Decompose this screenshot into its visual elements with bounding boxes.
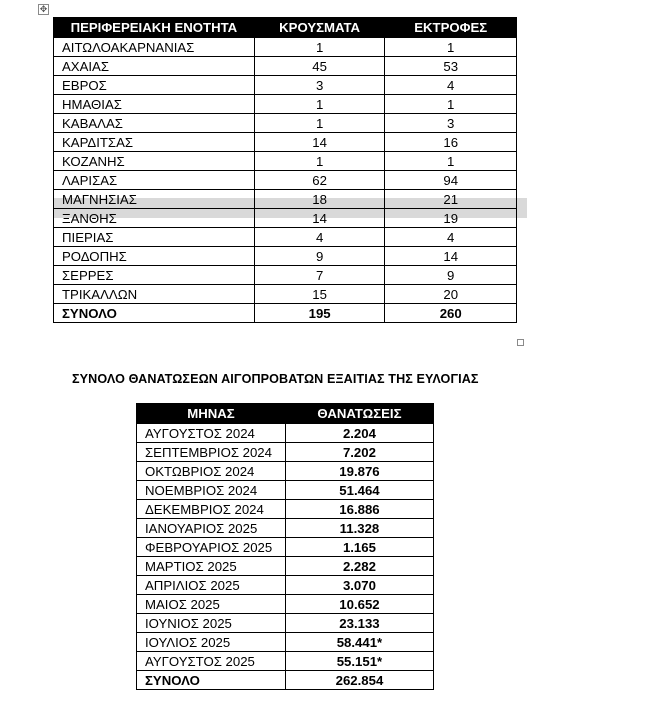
month-cell: ΟΚΤΩΒΡΙΟΣ 2024: [137, 462, 286, 481]
region-cell: ΚΑΡΔΙΤΣΑΣ: [54, 133, 255, 152]
total-label: ΣΥΝΟΛΟ: [54, 304, 255, 323]
regional-cases-table: [53, 17, 517, 323]
farms-cell: 16: [385, 133, 517, 152]
table-row: [54, 133, 517, 152]
culls-cell: 2.282: [285, 557, 433, 576]
table-row: [137, 538, 434, 557]
table-row: [54, 171, 517, 190]
region-cell: ΜΑΓΝΗΣΙΑΣ: [54, 190, 255, 209]
table-resize-handle[interactable]: [517, 339, 524, 346]
cases-cell: 1: [254, 38, 385, 57]
region-cell: ΕΒΡΟΣ: [54, 76, 255, 95]
total-culls: 262.854: [285, 671, 433, 690]
table-header-row: [54, 18, 517, 38]
table-row: [137, 595, 434, 614]
farms-cell: 1: [385, 95, 517, 114]
farms-cell: 14: [385, 247, 517, 266]
total-label: ΣΥΝΟΛΟ: [137, 671, 286, 690]
cases-cell: 62: [254, 171, 385, 190]
region-cell: ΚΑΒΑΛΑΣ: [54, 114, 255, 133]
culls-cell: 19.876: [285, 462, 433, 481]
farms-cell: 4: [385, 228, 517, 247]
farms-cell: 53: [385, 57, 517, 76]
culls-cell: 58.441*: [285, 633, 433, 652]
region-cell: ΞΑΝΘΗΣ: [54, 209, 255, 228]
culls-cell: 10.652: [285, 595, 433, 614]
table-row: [54, 114, 517, 133]
column-header-culls: ΘΑΝΑΤΩΣΕΙΣ: [285, 404, 433, 424]
table-row: [137, 424, 434, 443]
region-cell: ΚΟΖΑΝΗΣ: [54, 152, 255, 171]
region-cell: ΠΙΕΡΙΑΣ: [54, 228, 255, 247]
region-cell: ΗΜΑΘΙΑΣ: [54, 95, 255, 114]
region-cell: ΛΑΡΙΣΑΣ: [54, 171, 255, 190]
culls-cell: 1.165: [285, 538, 433, 557]
cases-cell: 18: [254, 190, 385, 209]
month-cell: ΑΥΓΟΥΣΤΟΣ 2025: [137, 652, 286, 671]
culls-cell: 16.886: [285, 500, 433, 519]
farms-cell: 1: [385, 38, 517, 57]
column-header-region: ΠΕΡΙΦΕΡΕΙΑΚΗ ΕΝΟΤΗΤΑ: [54, 18, 255, 38]
table-row: [54, 266, 517, 285]
column-header-farms: ΕΚΤΡΟΦΕΣ: [385, 18, 517, 38]
farms-cell: 19: [385, 209, 517, 228]
column-header-cases: ΚΡΟΥΣΜΑΤΑ: [254, 18, 385, 38]
monthly-culls-table: [136, 403, 434, 690]
month-cell: ΙΑΝΟΥΑΡΙΟΣ 2025: [137, 519, 286, 538]
table-row: [54, 228, 517, 247]
region-cell: ΡΟΔΟΠΗΣ: [54, 247, 255, 266]
cases-cell: 7: [254, 266, 385, 285]
cases-cell: 14: [254, 133, 385, 152]
cases-cell: 15: [254, 285, 385, 304]
cases-cell: 3: [254, 76, 385, 95]
table-row: [137, 481, 434, 500]
culls-cell: 7.202: [285, 443, 433, 462]
total-cases: 195: [254, 304, 385, 323]
month-cell: ΙΟΥΝΙΟΣ 2025: [137, 614, 286, 633]
farms-cell: 3: [385, 114, 517, 133]
total-farms: 260: [385, 304, 517, 323]
table-row: [54, 190, 517, 209]
culls-cell: 11.328: [285, 519, 433, 538]
table-move-handle-icon[interactable]: ✥: [39, 4, 48, 14]
table-row: [54, 209, 517, 228]
table-row: [54, 57, 517, 76]
farms-cell: 4: [385, 76, 517, 95]
table-row: [137, 633, 434, 652]
month-cell: ΔΕΚΕΜΒΡΙΟΣ 2024: [137, 500, 286, 519]
culls-cell: 51.464: [285, 481, 433, 500]
table-row: [54, 285, 517, 304]
cases-cell: 1: [254, 95, 385, 114]
month-cell: ΑΠΡΙΛΙΟΣ 2025: [137, 576, 286, 595]
column-header-month: ΜΗΝΑΣ: [137, 404, 286, 424]
month-cell: ΜΑΙΟΣ 2025: [137, 595, 286, 614]
table-row: [137, 519, 434, 538]
table-header-row: [137, 404, 434, 424]
cases-cell: 14: [254, 209, 385, 228]
table-row: [54, 95, 517, 114]
month-cell: ΑΥΓΟΥΣΤΟΣ 2024: [137, 424, 286, 443]
cases-cell: 45: [254, 57, 385, 76]
cases-cell: 1: [254, 152, 385, 171]
region-cell: ΑΧΑΙΑΣ: [54, 57, 255, 76]
table-row: [137, 576, 434, 595]
culls-cell: 23.133: [285, 614, 433, 633]
total-row: [54, 304, 517, 323]
table-row: [137, 652, 434, 671]
region-cell: ΣΕΡΡΕΣ: [54, 266, 255, 285]
month-cell: ΙΟΥΛΙΟΣ 2025: [137, 633, 286, 652]
month-cell: ΝΟΕΜΒΡΙΟΣ 2024: [137, 481, 286, 500]
total-row: [137, 671, 434, 690]
table-row: [54, 38, 517, 57]
cases-cell: 4: [254, 228, 385, 247]
table-row: [54, 247, 517, 266]
culls-cell: 2.204: [285, 424, 433, 443]
cases-cell: 9: [254, 247, 385, 266]
table-row: [54, 152, 517, 171]
table-row: [137, 557, 434, 576]
region-cell: ΤΡΙΚΑΛΛΩΝ: [54, 285, 255, 304]
month-cell: ΦΕΒΡΟΥΑΡΙΟΣ 2025: [137, 538, 286, 557]
section-heading: ΣΥΝΟΛΟ ΘΑΝΑΤΩΣΕΩΝ ΑΙΓΟΠΡΟΒΑΤΩΝ ΕΞΑΙΤΙΑΣ ΤΗΣ ΕΥΛΟΓΙΑΣ: [72, 372, 479, 386]
region-cell: ΑΙΤΩΛΟΑΚΑΡΝΑΝΙΑΣ: [54, 38, 255, 57]
month-cell: ΜΑΡΤΙΟΣ 2025: [137, 557, 286, 576]
table-row: [137, 462, 434, 481]
table-row: [137, 500, 434, 519]
farms-cell: 20: [385, 285, 517, 304]
month-cell: ΣΕΠΤΕΜΒΡΙΟΣ 2024: [137, 443, 286, 462]
culls-cell: 3.070: [285, 576, 433, 595]
table-row: [137, 614, 434, 633]
farms-cell: 94: [385, 171, 517, 190]
table-row: [137, 443, 434, 462]
farms-cell: 21: [385, 190, 517, 209]
farms-cell: 1: [385, 152, 517, 171]
cases-cell: 1: [254, 114, 385, 133]
farms-cell: 9: [385, 266, 517, 285]
culls-cell: 55.151*: [285, 652, 433, 671]
table-row: [54, 76, 517, 95]
